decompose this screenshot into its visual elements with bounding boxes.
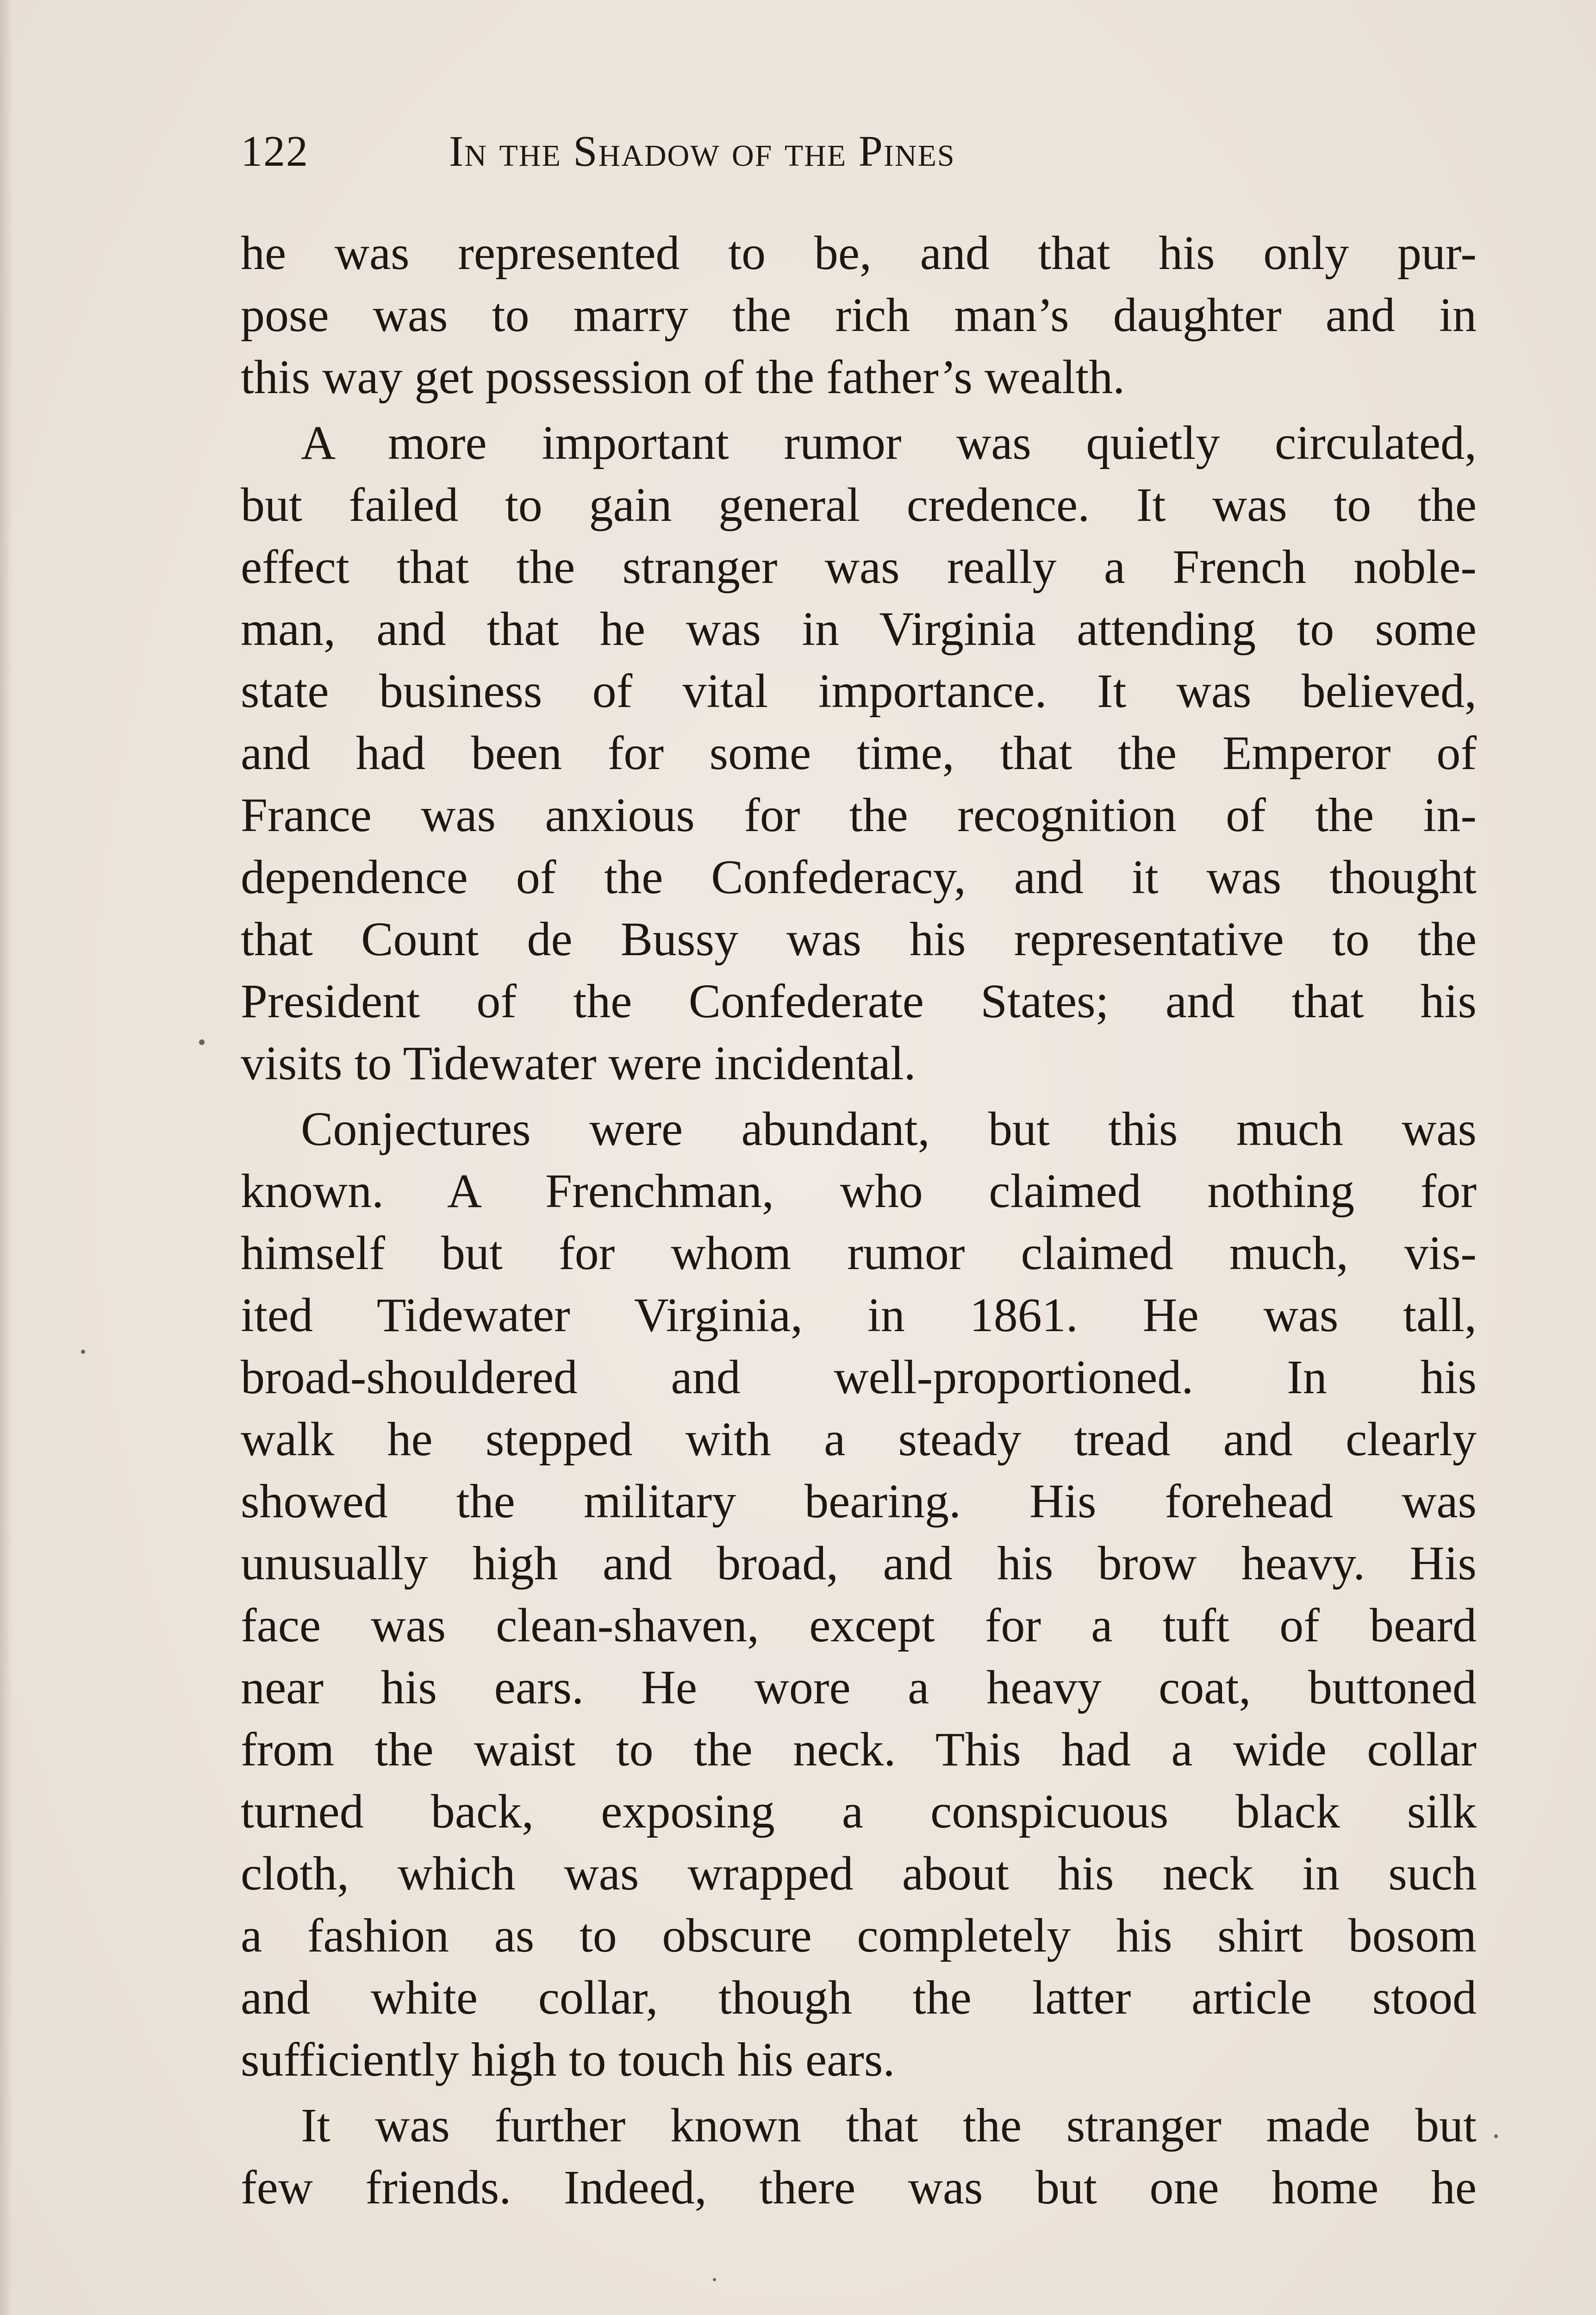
text-line: from the waist to the neck. This had a wide collar bbox=[241, 1723, 1477, 1776]
text-line: pose was to marry the rich man’s daughter and in bbox=[241, 288, 1477, 342]
paragraph bbox=[241, 222, 1477, 408]
paper-speck bbox=[1494, 2134, 1498, 2138]
text-line: that Count de Bussy was his representative to the bbox=[241, 913, 1477, 966]
text-line: A more important rumor was quietly circulated, bbox=[301, 416, 1477, 469]
paragraph-gap bbox=[241, 408, 1477, 412]
text-line: known. A Frenchman, who claimed nothing for bbox=[241, 1164, 1477, 1218]
paper-speck bbox=[81, 1350, 85, 1354]
text-line: broad-shouldered and well-proportioned. In his bbox=[241, 1351, 1477, 1404]
text-line: himself but for whom rumor claimed much, vis- bbox=[241, 1226, 1477, 1280]
page-number: 122 bbox=[241, 127, 309, 175]
text-line: turned back, exposing a conspicuous black silk bbox=[241, 1785, 1477, 1838]
text-line: a fashion as to obscure completely his shirt bosom bbox=[241, 1909, 1477, 1962]
paragraph bbox=[241, 2095, 1477, 2219]
text-line: Conjectures were abundant, but this much was bbox=[301, 1102, 1477, 1156]
paper-speck bbox=[199, 1039, 205, 1045]
running-head bbox=[241, 126, 1259, 177]
text-line: unusually high and broad, and his brow heavy. His bbox=[241, 1537, 1477, 1590]
text-line: cloth, which was wrapped about his neck in such bbox=[241, 1847, 1477, 1900]
text-line: France was anxious for the recognition of the in- bbox=[241, 788, 1477, 842]
page-edge-shadow bbox=[0, 0, 13, 2315]
running-head-title: In the Shadow of the Pines bbox=[449, 127, 955, 175]
text-line: effect that the stranger was really a French noble- bbox=[241, 540, 1477, 594]
text-line: ited Tidewater Virginia, in 1861. He was tall, bbox=[241, 1289, 1477, 1342]
text-line: state business of vital importance. It was believed, bbox=[241, 664, 1477, 718]
paper-speck bbox=[713, 2278, 716, 2281]
text-line: few friends. Indeed, there was but one home he bbox=[241, 2161, 1477, 2214]
body-text bbox=[241, 222, 1477, 2219]
paragraph bbox=[241, 412, 1477, 1095]
text-line: man, and that he was in Virginia attending to some bbox=[241, 602, 1477, 656]
text-line: walk he stepped with a steady tread and clearly bbox=[241, 1413, 1477, 1466]
text-line: and white collar, though the latter article stood bbox=[241, 1971, 1477, 2024]
paragraph bbox=[241, 1098, 1477, 2091]
text-line: President of the Confederate States; and that his bbox=[241, 975, 1477, 1028]
text-line: It was further known that the stranger made but bbox=[301, 2099, 1477, 2152]
text-line: dependence of the Confederacy, and it was thought bbox=[241, 851, 1477, 904]
text-line: sufficiently high to touch his ears. bbox=[241, 2033, 895, 2086]
text-line: this way get possession of the father’s wealth. bbox=[241, 350, 1125, 404]
text-line: he was represented to be, and that his only pur- bbox=[241, 226, 1477, 280]
text-line: and had been for some time, that the Emperor of bbox=[241, 726, 1477, 780]
text-line: near his ears. He wore a heavy coat, buttoned bbox=[241, 1661, 1477, 1714]
text-line: face was clean-shaven, except for a tuft of beard bbox=[241, 1599, 1477, 1652]
text-line: but failed to gain general credence. It was to the bbox=[241, 478, 1477, 532]
paragraph-gap bbox=[241, 1095, 1477, 1098]
paragraph-gap bbox=[241, 2091, 1477, 2095]
text-line: visits to Tidewater were incidental. bbox=[241, 1037, 916, 1090]
text-line: showed the military bearing. His forehead was bbox=[241, 1475, 1477, 1528]
